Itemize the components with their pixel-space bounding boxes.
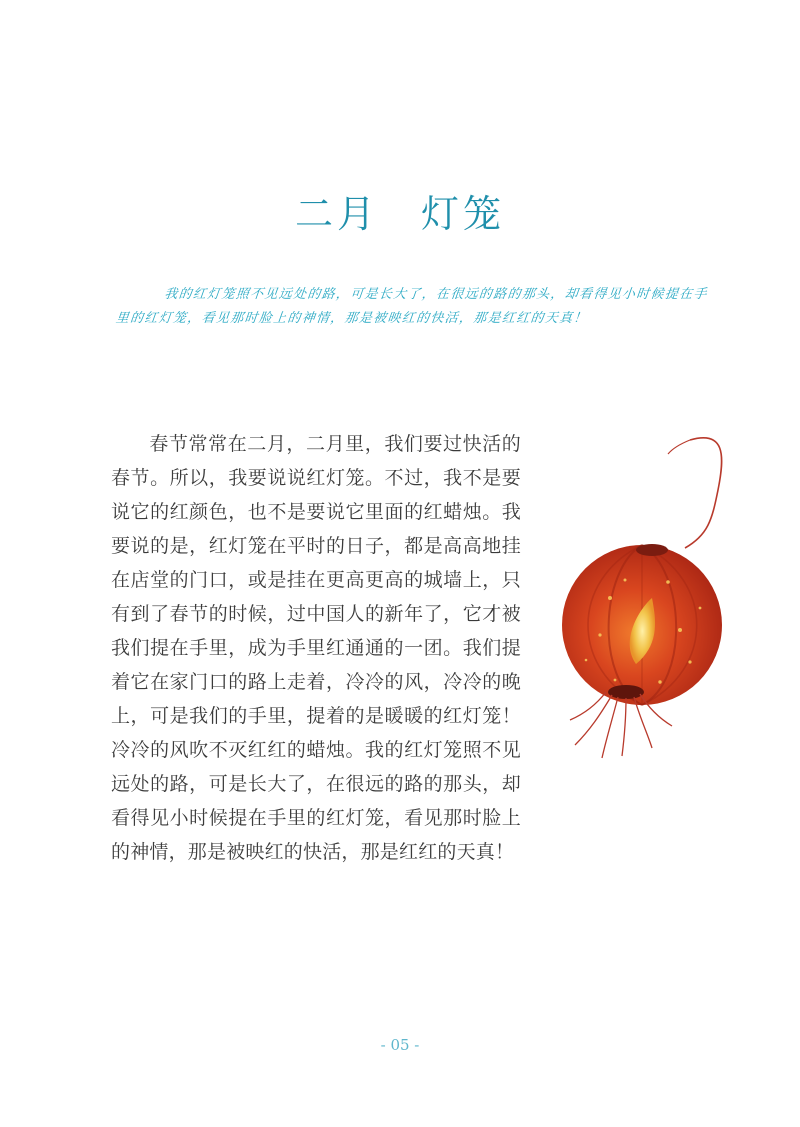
- story-paragraph-text: 春节常常在二月，二月里，我们要过快活的春节。所以，我要说说红灯笼。不过，我不是要说它的红颜色，也不是要说它里面的红蜡烛。我要说的是，红灯笼在平时的日子，都是高高地挂在店堂的门口，或是挂在更高更高的城墙上，只有到了春节的时候，过中国人的新年了，它才被我们提在手里，成为手里红通通的一团。我们提着它在家门口的路上走着，冷冷的风，冷冷的晚上，可是我们的手里，提着的是暖暖的红灯笼！冷冷的风吹不灭红红的蜡烛。我的红灯笼照不见远处的路，可是长大了，在很远的路的那头，却看得见小时候提在手里的红灯笼，看见那时脸上的神情，那是被映红的快活，那是红红的天真！: [111, 433, 521, 863]
- handwritten-quote: [114, 283, 719, 331]
- lantern-string-tail: [668, 440, 690, 454]
- lantern-string: [685, 438, 722, 548]
- red-lantern-illustration: [540, 430, 760, 760]
- story-paragraph: [111, 427, 521, 869]
- handwritten-quote-text: 我的红灯笼照不见远处的路，可是长大了，在很远的路的那头，却看得见小时候提在手里的红灯笼，看见那时脸上的神情，那是被映红的快活，那是红红的天真！: [115, 287, 709, 326]
- lantern-top-cap: [636, 544, 668, 556]
- chapter-title: 二月 灯笼: [294, 192, 505, 236]
- lantern-bottom-cap: [608, 685, 644, 699]
- page-number: - 05 -: [380, 1036, 420, 1054]
